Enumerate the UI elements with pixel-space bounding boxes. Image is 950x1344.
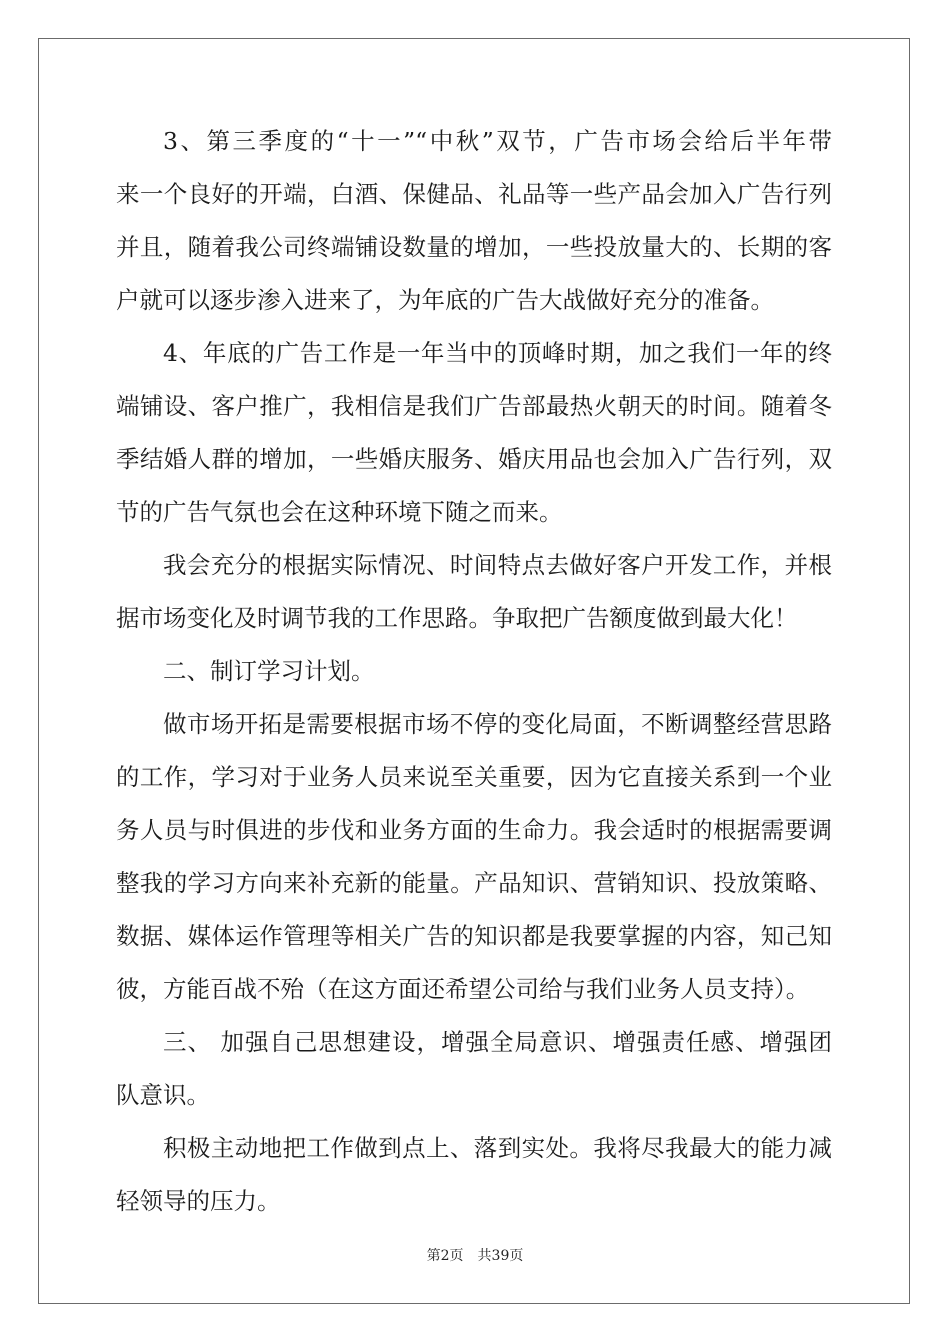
- section-heading-cont: 队意识。: [116, 1081, 210, 1109]
- paragraph-line: 并且，随着我公司终端铺设数量的增加，一些投放量大的、长期的客: [116, 233, 832, 261]
- paragraph-line: 的工作，学习对于业务人员来说至关重要，因为它直接关系到一个业: [116, 763, 832, 791]
- paragraph-line: 我会充分的根据实际情况、时间特点去做好客户开发工作，并根: [163, 551, 832, 579]
- section-heading: 三、 加强自己思想建设，增强全局意识、增强责任感、增强团: [163, 1028, 832, 1056]
- paragraph-line: 整我的学习方向来补充新的能量。产品知识、营销知识、投放策略、: [116, 869, 832, 897]
- page-number-footer: 第2页 共39页: [426, 1248, 524, 1264]
- paragraph-line: 积极主动地把工作做到点上、落到实处。我将尽我最大的能力减: [163, 1134, 832, 1162]
- paragraph-line: 彼，方能百战不殆（在这方面还希望公司给与我们业务人员支持）。: [116, 975, 810, 1003]
- paragraph-line: 4、年底的广告工作是一年当中的顶峰时期，加之我们一年的终: [163, 339, 832, 367]
- section-heading: 二、制订学习计划。: [163, 657, 375, 685]
- paragraph-line: 节的广告气氛也会在这种环境下随之而来。: [116, 498, 563, 526]
- paragraph-line: 户就可以逐步渗入进来了，为年底的广告大战做好充分的准备。: [116, 286, 774, 314]
- paragraph-line: 3、第三季度的“十一”“中秋”双节，广告市场会给后半年带: [163, 127, 832, 155]
- paragraph-line: 端铺设、客户推广，我相信是我们广告部最热火朝天的时间。随着冬: [116, 392, 832, 420]
- paragraph-line: 据市场变化及时调节我的工作思路。争取把广告额度做到最大化！: [116, 604, 798, 632]
- paragraph-line: 数据、媒体运作管理等相关广告的知识都是我要掌握的内容，知己知: [116, 922, 832, 950]
- paragraph-line: 务人员与时俱进的步伐和业务方面的生命力。我会适时的根据需要调: [116, 816, 832, 844]
- paragraph-line: 季结婚人群的增加，一些婚庆服务、婚庆用品也会加入广告行列，双: [116, 445, 832, 473]
- paragraph-line: 做市场开拓是需要根据市场不停的变化局面，不断调整经营思路: [163, 710, 832, 738]
- paragraph-line: 来一个良好的开端，白酒、保健品、礼品等一些产品会加入广告行列: [116, 180, 832, 208]
- paragraph-line: 轻领导的压力。: [116, 1187, 281, 1215]
